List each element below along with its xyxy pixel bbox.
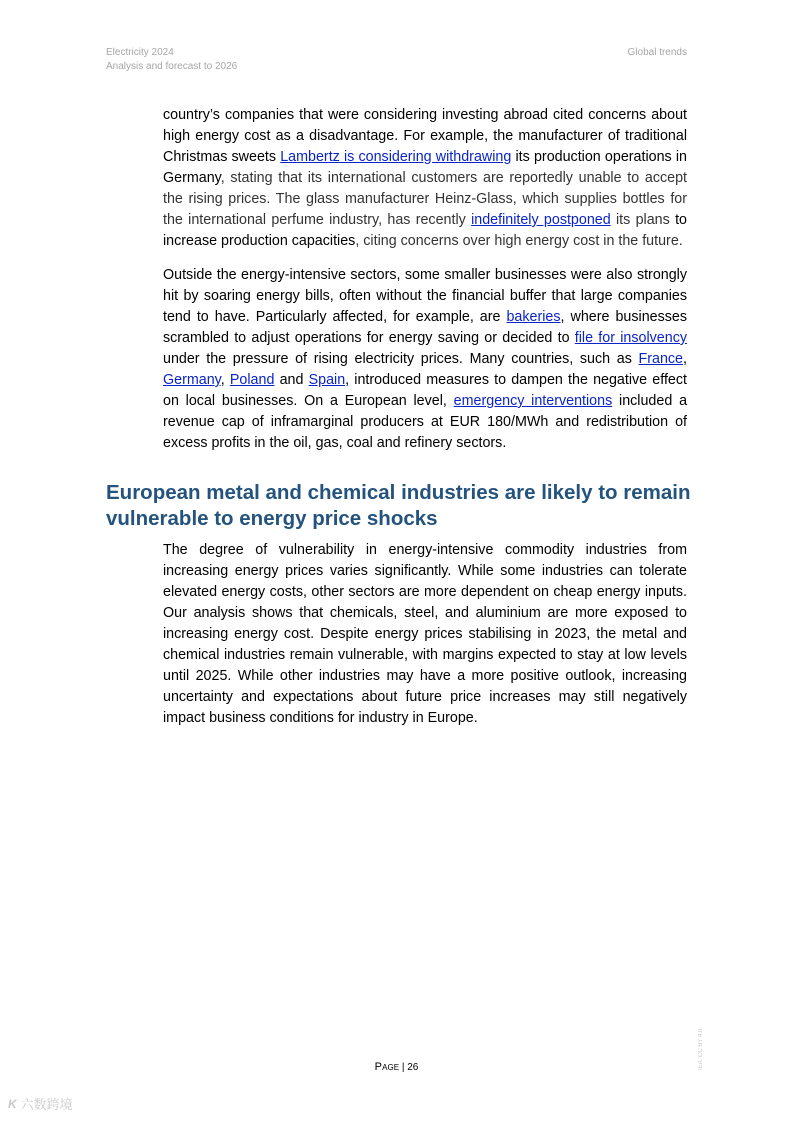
text-run: , introduced measures to dampen the negative effect on local businesses. On a European level, (163, 372, 687, 409)
inline-link[interactable]: file for insolvency (574, 330, 688, 346)
header-left (106, 46, 237, 74)
text-run: and (274, 372, 309, 388)
report-title: Electricity 2024 (106, 47, 174, 58)
watermark-text: 六数跨境 (20, 1097, 73, 1112)
text-run: its production operations in Germany (163, 149, 688, 186)
inline-link[interactable]: Germany (163, 372, 221, 388)
page-separator: | (399, 1062, 408, 1073)
inline-link[interactable]: Poland (229, 372, 275, 388)
watermark-logo-icon: K (8, 1096, 17, 1111)
page-footer (0, 1061, 793, 1073)
text-run: under the pressure of rising electricity prices. Many countries, such as (163, 351, 639, 367)
text-run: its plans (610, 212, 670, 228)
text-run: country’s companies that were considering investing abroad cited concerns about high energy cost as a disadvantage. For example, the manufacturer of traditional Christmas sweets (163, 107, 687, 165)
inline-link[interactable]: Lambertz is considering withdrawing (280, 149, 512, 165)
page-label-rest: AGE (382, 1063, 400, 1072)
paragraph-3: The degree of vulnerability in energy-intensive commodity industries from increasing energy prices varies significantly. While some industries can tolerate elevated energy costs, other sectors are more dependent on cheap energy inputs. Our analysis shows that chemicals, steel, and aluminium are more exposed to increasing energy cost. Despite energy prices stabilising in 2023, the metal and chemical industries remain vulnerable, with margins expected to stay at low levels until 2025. While other industries may have a more positive outlook, increasing uncertainty and expectations about future price increases may still negatively impact business conditions for industry in Europe. (163, 542, 687, 726)
inline-link[interactable]: indefinitely postponed (471, 212, 611, 228)
text-run: , citing concerns over high energy cost in the future. (355, 233, 683, 249)
text-run: , stating that its international customers are reportedly unable to accept the rising prices. The glass manufacturer Heinz-Glass, which supplies bottles for the international perfume industry, has recently (163, 170, 687, 228)
text-run: , (683, 351, 687, 367)
page-label-initial: P (374, 1061, 383, 1073)
watermark (8, 1094, 73, 1113)
inline-link[interactable]: Spain (308, 372, 346, 388)
text-run: Outside the energy-intensive sectors, some smaller businesses were also strongly hit by soaring energy bills, often without the financial buffer that large companies tend to have. Particularly affected, for example, are (163, 267, 687, 325)
paragraph-2 (163, 265, 687, 454)
text-run: included a revenue cap of inframarginal producers at EUR 180/MWh and redistribution of excess profits in the oil, gas, coal and refinery sectors. (163, 393, 688, 451)
section-heading: European metal and chemical industries are likely to remain vulnerable to energy price shocks (106, 481, 691, 530)
license-note: IEA. CC BY 4.0. (698, 1027, 704, 1070)
page-number: 26 (407, 1062, 419, 1073)
inline-link[interactable]: emergency interventions (453, 393, 613, 409)
text-run: , where businesses scrambled to adjust operations for energy saving or decided to (163, 309, 687, 346)
text-run: to increase production capacities (163, 212, 687, 249)
report-subtitle: Analysis and forecast to 2026 (106, 61, 238, 72)
text-run: , (220, 372, 230, 388)
section-title: Global trends (627, 47, 687, 58)
inline-link[interactable]: bakeries (506, 309, 561, 325)
paragraph-1 (163, 105, 687, 252)
inline-link[interactable]: France (638, 351, 684, 367)
